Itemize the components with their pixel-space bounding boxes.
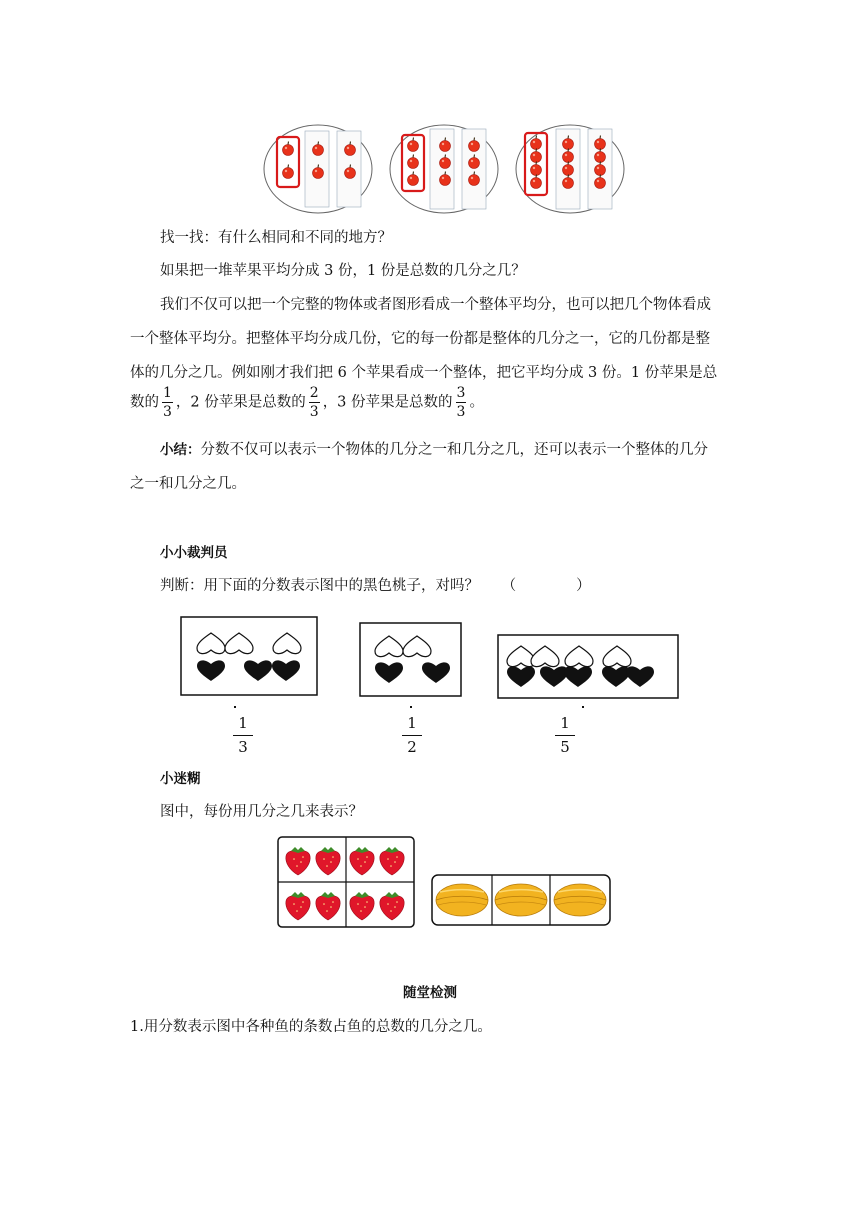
tick-mark — [582, 706, 584, 708]
apple-group-three-parts-twelve — [516, 125, 624, 213]
peach-diagrams — [178, 612, 683, 706]
judge-heading: 小小裁判员 — [160, 545, 228, 561]
apple-group-three-parts — [264, 125, 372, 213]
answer-fraction-3: 1 5 — [555, 716, 575, 755]
fraction-two-thirds: $\frac{2}{3}$ — [309, 385, 319, 420]
answer-fraction-1: 1 3 — [233, 716, 253, 755]
puzzle-prompt: 图中，每份用几分之几来表示？ — [160, 804, 363, 820]
paragraph-line-2: 一个整体平均分。把整体平均分成几份，它的每一份都是整体的几分之一，它的几份都是整 — [130, 331, 710, 347]
judge-prompt: 判断：用下面的分数表示图中的黑色桃子，对吗？ （ ） — [160, 578, 591, 594]
answer-fraction-2: 1 2 — [402, 716, 422, 755]
puzzle-heading: 小迷糊 — [160, 771, 201, 787]
quiz-heading: 随堂检测 — [403, 985, 457, 1001]
strawberry-box — [278, 837, 414, 927]
paragraph-line-1: 我们不仅可以把一个完整的物体或者图形看成一个整体平均分，也可以把几个物体看成 — [160, 297, 711, 313]
peach-box-one-third — [181, 617, 317, 695]
fraction-three-thirds: $\frac{3}{3}$ — [456, 385, 466, 420]
fruit-diagrams — [276, 835, 616, 931]
starfruit-box — [432, 875, 610, 925]
tick-mark — [410, 706, 412, 708]
quiz-item-1: 1.用分数表示图中各种鱼的条数占鱼的总数的几分之几。 — [130, 1019, 492, 1035]
peach-box-one-half — [360, 623, 461, 696]
question-line: 如果把一堆苹果平均分成 3 份，1 份是总数的几分之几？ — [160, 263, 526, 279]
tick-mark — [234, 706, 236, 708]
apple-group-three-parts-nine — [390, 125, 498, 213]
summary-line-2: 之一和几分之几。 — [130, 476, 246, 492]
paragraph-line-4: 数的 $\frac{1}{3}$ ，2 份苹果是总数的 $\frac{2}{3}$ ，3 份苹果是总数的 $\frac{3}{3}$ 。 — [130, 385, 484, 420]
find-prompt: 找一找：有什么相同和不同的地方？ — [160, 230, 392, 246]
paragraph-line-3: 体的几分之几。例如刚才我们把 6 个苹果看成一个整体，把它平均分成 3 份。1 份苹果是总 — [130, 365, 718, 381]
peach-box-one-fifth — [498, 635, 678, 698]
apple-diagrams — [262, 123, 632, 215]
summary-label: 小结： — [160, 442, 201, 458]
summary-line-1: 小结：分数不仅可以表示一个物体的几分之一和几分之几，还可以表示一个整体的几分 — [160, 442, 708, 458]
fraction-one-third: $\frac{1}{3}$ — [163, 385, 172, 420]
